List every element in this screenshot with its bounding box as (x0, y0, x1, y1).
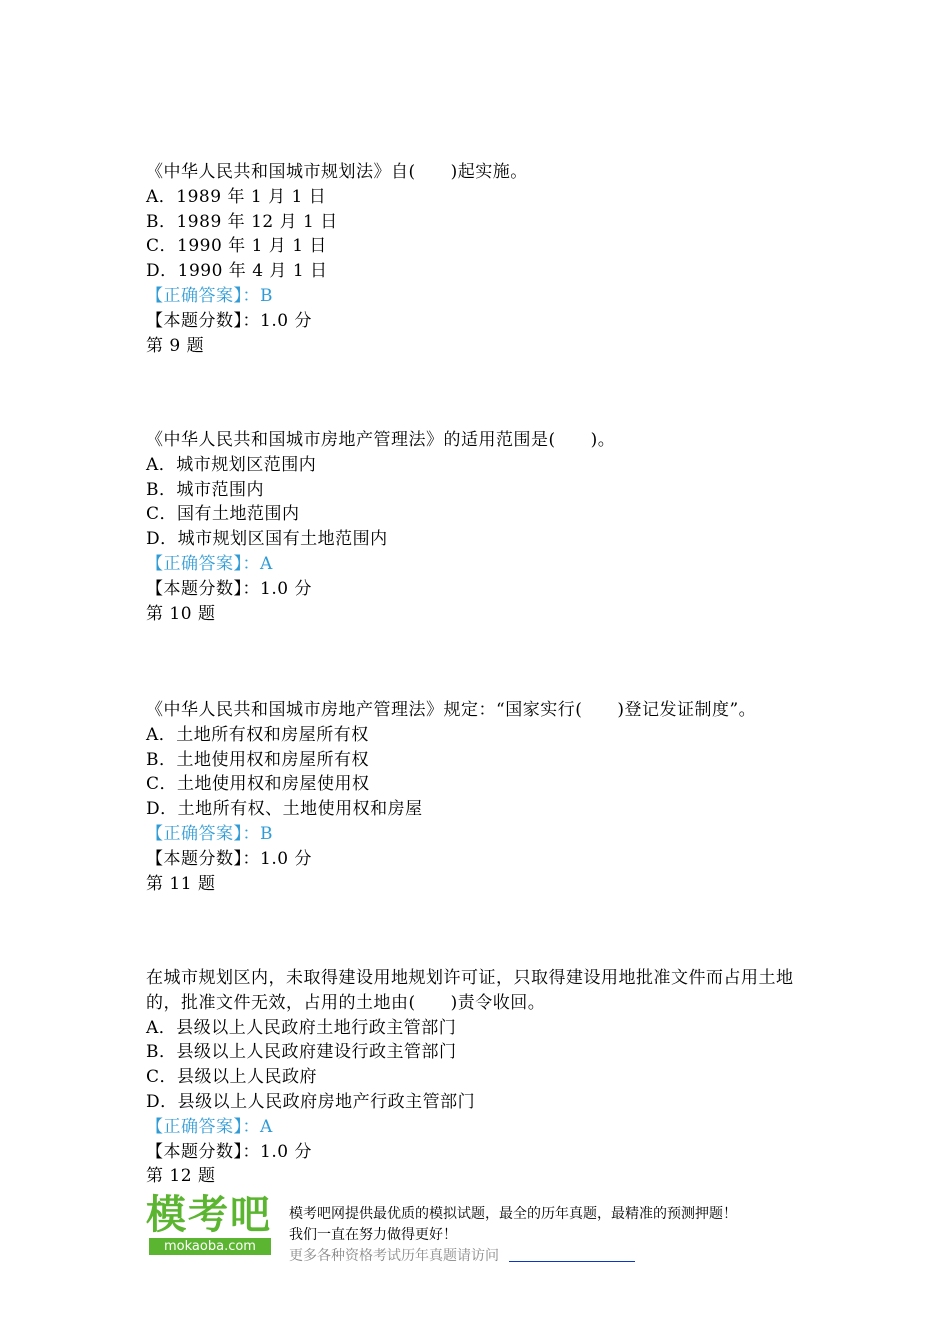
option-c: C．国有土地范围内 (146, 504, 300, 525)
promo-line-1: 模考吧网提供最优质的模拟试题，最全的历年真题，最精准的预测押题！ (289, 1206, 737, 1222)
question-stem: 在城市规划区内，未取得建设用地规划许可证，只取得建设用地批准文件而占用土地的，批准文件无效，占用的土地由( )责令收回。 (146, 968, 794, 1013)
option-d: D．土地所有权、土地使用权和房屋 (146, 799, 423, 820)
footer-banner (146, 1192, 846, 1268)
correct-answer: 【正确答案】：B (146, 823, 273, 844)
next-question-number: 第 10 题 (146, 603, 216, 624)
question-block (146, 698, 826, 896)
next-question-number: 第 12 题 (146, 1166, 216, 1187)
logo-text: 模考吧 (146, 1192, 272, 1238)
question-score: 【本题分数】：1.0 分 (146, 1141, 312, 1162)
question-block (146, 160, 826, 358)
option-b: B．县级以上人民政府建设行政主管部门 (146, 1042, 457, 1063)
logo-domain: mokaoba.com (149, 1238, 271, 1255)
question-block (146, 428, 826, 626)
promo-visit-text: 更多各种资格考试历年真题请访问 (289, 1248, 499, 1264)
option-a: A．1989 年 1 月 1 日 (146, 186, 327, 207)
question-score: 【本题分数】：1.0 分 (146, 848, 312, 869)
option-b: B．1989 年 12 月 1 日 (146, 211, 338, 232)
option-d: D．1990 年 4 月 1 日 (146, 261, 328, 282)
correct-answer: 【正确答案】：B (146, 285, 273, 306)
next-question-number: 第 9 题 (146, 335, 205, 356)
correct-answer: 【正确答案】：A (146, 1116, 273, 1137)
option-d: D．县级以上人民政府房地产行政主管部门 (146, 1091, 476, 1112)
option-c: C．县级以上人民政府 (146, 1067, 318, 1088)
promo-text (289, 1204, 737, 1267)
question-score: 【本题分数】：1.0 分 (146, 310, 312, 331)
correct-answer: 【正确答案】：A (146, 553, 273, 574)
mokaoba-logo[interactable] (146, 1192, 274, 1256)
option-a: A．县级以上人民政府土地行政主管部门 (146, 1017, 457, 1038)
question-stem: 《中华人民共和国城市房地产管理法》规定：“国家实行( )登记发证制度”。 (146, 700, 757, 720)
question-stem: 《中华人民共和国城市规划法》自( )起实施。 (146, 162, 528, 182)
option-c: C．土地使用权和房屋使用权 (146, 774, 370, 795)
option-a: A．城市规划区范围内 (146, 454, 317, 475)
visit-link-underline[interactable] (509, 1261, 635, 1262)
option-d: D．城市规划区国有土地范围内 (146, 529, 388, 550)
option-a: A．土地所有权和房屋所有权 (146, 724, 369, 745)
option-c: C．1990 年 1 月 1 日 (146, 236, 327, 257)
promo-line-2: 我们一直在努力做得更好！ (289, 1227, 457, 1243)
option-b: B．城市范围内 (146, 479, 264, 500)
option-b: B．土地使用权和房屋所有权 (146, 749, 369, 770)
question-stem: 《中华人民共和国城市房地产管理法》的适用范围是( )。 (146, 430, 616, 450)
question-block (146, 966, 806, 1189)
question-score: 【本题分数】：1.0 分 (146, 578, 312, 599)
next-question-number: 第 11 题 (146, 873, 216, 894)
promo-line-3 (289, 1246, 737, 1267)
